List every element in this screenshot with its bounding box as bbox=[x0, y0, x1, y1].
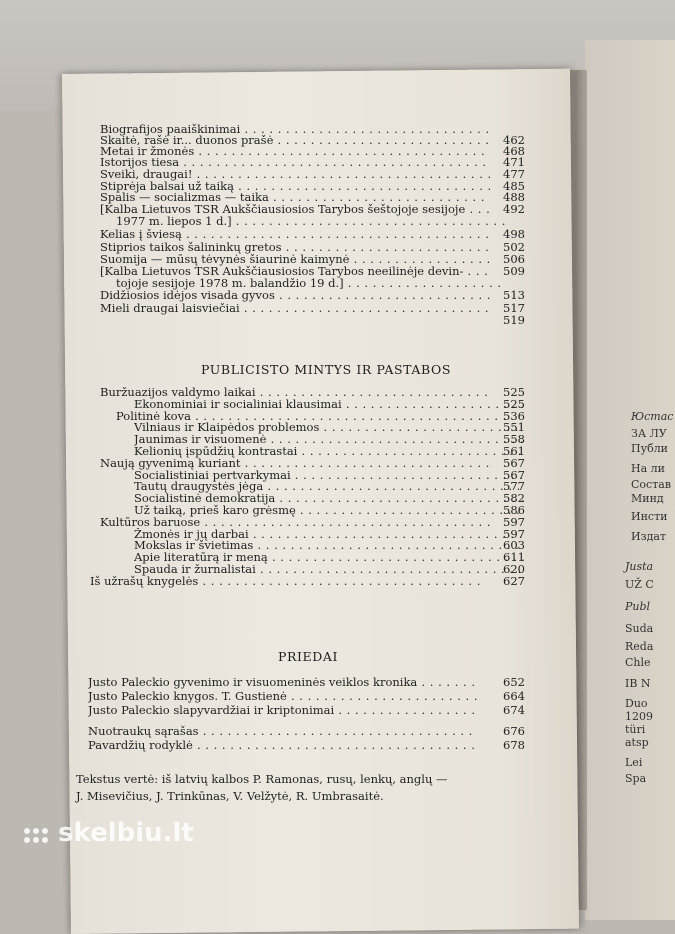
toc-entry-title: Buržuazijos valdymo laikai . . . bbox=[100, 386, 490, 399]
toc-entry-page: 586 bbox=[503, 503, 525, 517]
toc-entry-page: 551 bbox=[503, 420, 525, 435]
toc-entry-page: 678 bbox=[503, 738, 525, 752]
toc-entry-title: Spalis — socializmas — taika . . . bbox=[100, 191, 490, 204]
toc-entry-page: 498 bbox=[503, 227, 525, 241]
watermark: skelbiu.lt bbox=[58, 818, 194, 848]
toc-entry-page: 567 bbox=[503, 455, 525, 470]
toc-entry-title: Justo Paleckio knygos. T. Gustienė . . . bbox=[88, 690, 478, 703]
toc-entry-page: 513 bbox=[503, 288, 525, 302]
toc-entry-title: Naują gyvenimą kuriant . . . bbox=[100, 457, 490, 470]
toc-entry-title: Vilniaus ir Klaipėdos problemos . . . bbox=[134, 421, 524, 434]
toc-entry-title: Justo Paleckio gyvenimo ir visuomeninės veiklos kronika . . . bbox=[88, 676, 478, 689]
toc-entry-title: [Kalba Lietuvos TSR Aukščiausiosios Tarybos šeštojoje sesijoje . . . bbox=[100, 203, 490, 216]
toc-entry-page: 502 bbox=[503, 240, 525, 254]
toc-entry-title: Justo Paleckio slapyvardžiai ir kriptonimai . . . bbox=[88, 704, 478, 717]
toc-entry-page: 627 bbox=[503, 573, 525, 588]
toc-entry-title: Didžiosios idėjos visada gyvos . . . bbox=[100, 289, 490, 302]
facing-page-text: Suda bbox=[625, 622, 654, 635]
facing-page-text: Минд bbox=[631, 492, 664, 505]
toc-entry-title: Kelionių įspūdžių kontrastai . . . bbox=[134, 445, 524, 458]
toc-entry-title: 1977 m. liepos 1 d.] . . . bbox=[116, 215, 506, 228]
toc-entry bbox=[100, 289, 525, 302]
facing-page-text: Юстас bbox=[631, 410, 674, 423]
facing-page-text: Justa bbox=[625, 560, 654, 573]
toc-entry-page: 506 bbox=[503, 252, 525, 266]
translators-line-2: J. Misevičius, J. Trinkūnas, V. Velžytė, R. Umbrasaitė. bbox=[76, 789, 384, 803]
toc-entry-page: 611 bbox=[503, 550, 525, 565]
toc-entry-title: Nuotraukų sąrašas . . . bbox=[88, 725, 478, 738]
toc-entry-title: Biografijos paaiškinimai . . . bbox=[100, 123, 490, 136]
toc-entry-title: Istorijos tiesa . . . bbox=[100, 156, 490, 169]
facing-page-text: Издат bbox=[631, 530, 667, 543]
facing-page-text: Инсти bbox=[631, 510, 668, 523]
section-heading-publicisto: PUBLICISTO MINTYS IR PASTABOS bbox=[201, 362, 452, 377]
toc-entry-page: 597 bbox=[503, 526, 525, 541]
toc-entry bbox=[88, 690, 525, 703]
toc-entry-title: Socialistiniai pertvarkymai . . . bbox=[134, 469, 524, 482]
toc-entry-title: Iš užrašų knygelės . . . bbox=[90, 575, 480, 588]
toc-entry-page: 462 bbox=[503, 133, 525, 147]
toc-entry-page: 471 bbox=[503, 155, 525, 169]
facing-page-text: 1209 bbox=[625, 710, 653, 723]
toc-entry-title: Apie literatūrą ir meną . . . bbox=[134, 551, 524, 564]
toc-entry-title: Stiprios taikos šalininkų gretos . . . bbox=[100, 241, 490, 254]
toc-entry-title: Tautų draugystės jėga . . . bbox=[134, 480, 524, 493]
toc-entry-page: 567 bbox=[503, 467, 525, 482]
toc-entry bbox=[88, 739, 525, 752]
toc-entry-page: 519 bbox=[503, 313, 525, 327]
toc-entry-page: 488 bbox=[503, 190, 525, 204]
toc-entry-title: Žmonės ir jų darbai . . . bbox=[134, 528, 524, 541]
toc-entry-page: 468 bbox=[503, 144, 525, 158]
toc-entry bbox=[88, 704, 525, 717]
facing-page-text: türi bbox=[625, 723, 646, 736]
facing-page-text: Состав bbox=[631, 478, 672, 491]
toc-entry-page: 620 bbox=[503, 562, 525, 576]
toc-entry-page: 674 bbox=[503, 703, 525, 717]
toc-entry bbox=[116, 215, 525, 228]
toc-entry-title: tojoje sesijoje 1978 m. balandžio 19 d.] . . . bbox=[116, 277, 506, 290]
facing-page-text: Duo bbox=[625, 697, 648, 710]
toc-entry bbox=[90, 575, 525, 588]
toc-entry-title: Pavardžių rodyklė . . . bbox=[88, 739, 478, 752]
toc-entry-page: 652 bbox=[503, 675, 525, 689]
toc-entry-page: 477 bbox=[503, 167, 525, 181]
toc-entry-page: 536 bbox=[503, 408, 525, 423]
facing-page-text: На ли bbox=[631, 462, 665, 475]
toc-entry-page: 525 bbox=[503, 396, 525, 411]
toc-entry-page: 597 bbox=[503, 514, 525, 529]
toc-entry-page: 485 bbox=[503, 179, 525, 193]
toc-entry-title: [Kalba Lietuvos TSR Aukščiausiosios Tarybos neeilinėje devin- . . . bbox=[100, 265, 490, 278]
facing-page-text: Spa bbox=[625, 772, 647, 785]
toc-entry-title: Stiprėja balsai už taiką . . . bbox=[100, 180, 490, 193]
facing-page-text: IB N bbox=[625, 677, 651, 690]
translators-line-1: Tekstus vertė: iš latvių kalbos P. Ramonas, rusų, lenkų, anglų — bbox=[76, 772, 448, 786]
toc-entry-page: 558 bbox=[503, 432, 525, 447]
toc-entry-title: Spauda ir žurnalistai . . . bbox=[134, 563, 524, 576]
toc-entry-title: Kelias į šviesą . . . bbox=[100, 228, 490, 241]
facing-page-text: ЗА ЛУ bbox=[631, 427, 667, 440]
toc-entry-page: 603 bbox=[503, 538, 525, 553]
toc-entry-page: 582 bbox=[503, 491, 525, 506]
toc-entry-title: Suomija — mūsų tėvynės šiaurinė kaimynė . . . bbox=[100, 253, 490, 266]
toc-entry-title: Jaunimas ir visuomenė . . . bbox=[134, 433, 524, 446]
toc-entry-page: 509 bbox=[503, 264, 525, 278]
facing-page bbox=[585, 40, 675, 920]
toc-entry-page: 492 bbox=[503, 202, 525, 216]
toc-entry-title: Ekonominiai ir socialiniai klausimai . . . bbox=[134, 398, 524, 411]
toc-entry-page: 664 bbox=[503, 689, 525, 703]
watermark-logo-icon bbox=[22, 826, 56, 848]
toc-entry bbox=[88, 725, 525, 738]
toc-entry-title: Politinė kova . . . bbox=[116, 410, 506, 423]
facing-page-text: atsp bbox=[625, 736, 649, 749]
toc-entry-page: 517 bbox=[503, 301, 525, 315]
toc-entry-title: Sveiki, draugai! . . . bbox=[100, 168, 490, 181]
facing-page-text: UŽ C bbox=[625, 578, 654, 591]
toc-entry-page: 676 bbox=[503, 724, 525, 738]
toc-entry-title: Socialistinė demokratija . . . bbox=[134, 492, 524, 505]
toc-entry bbox=[100, 314, 525, 327]
toc-entry bbox=[100, 228, 525, 241]
section-heading-priedai: PRIEDAI bbox=[278, 649, 339, 664]
toc-entry-page: 525 bbox=[503, 385, 525, 399]
toc-entry-title: Metai ir žmonės . . . bbox=[100, 145, 490, 158]
toc-entry-title: Mieli draugai laisviečiai . . . bbox=[100, 302, 490, 315]
facing-page-text: Lei bbox=[625, 756, 643, 769]
facing-page-text: Publ bbox=[625, 600, 651, 613]
toc-entry-title: Kultūros baruose . . . bbox=[100, 516, 490, 529]
toc-entry-title: Už taiką, prieš karo grėsmę . . . bbox=[134, 504, 524, 517]
toc-entry-title: Skaitė, rašė ir... duonos prašė . . . bbox=[100, 134, 490, 147]
facing-page-text: Chle bbox=[625, 656, 651, 669]
facing-page-text: Публи bbox=[631, 442, 669, 455]
toc-entry-title: Mokslas ir švietimas . . . bbox=[134, 539, 524, 552]
facing-page-text: Reda bbox=[625, 640, 654, 653]
toc-entry bbox=[88, 676, 525, 689]
toc-entry-page: 561 bbox=[503, 444, 525, 458]
toc-entry-page: 577 bbox=[503, 479, 525, 494]
